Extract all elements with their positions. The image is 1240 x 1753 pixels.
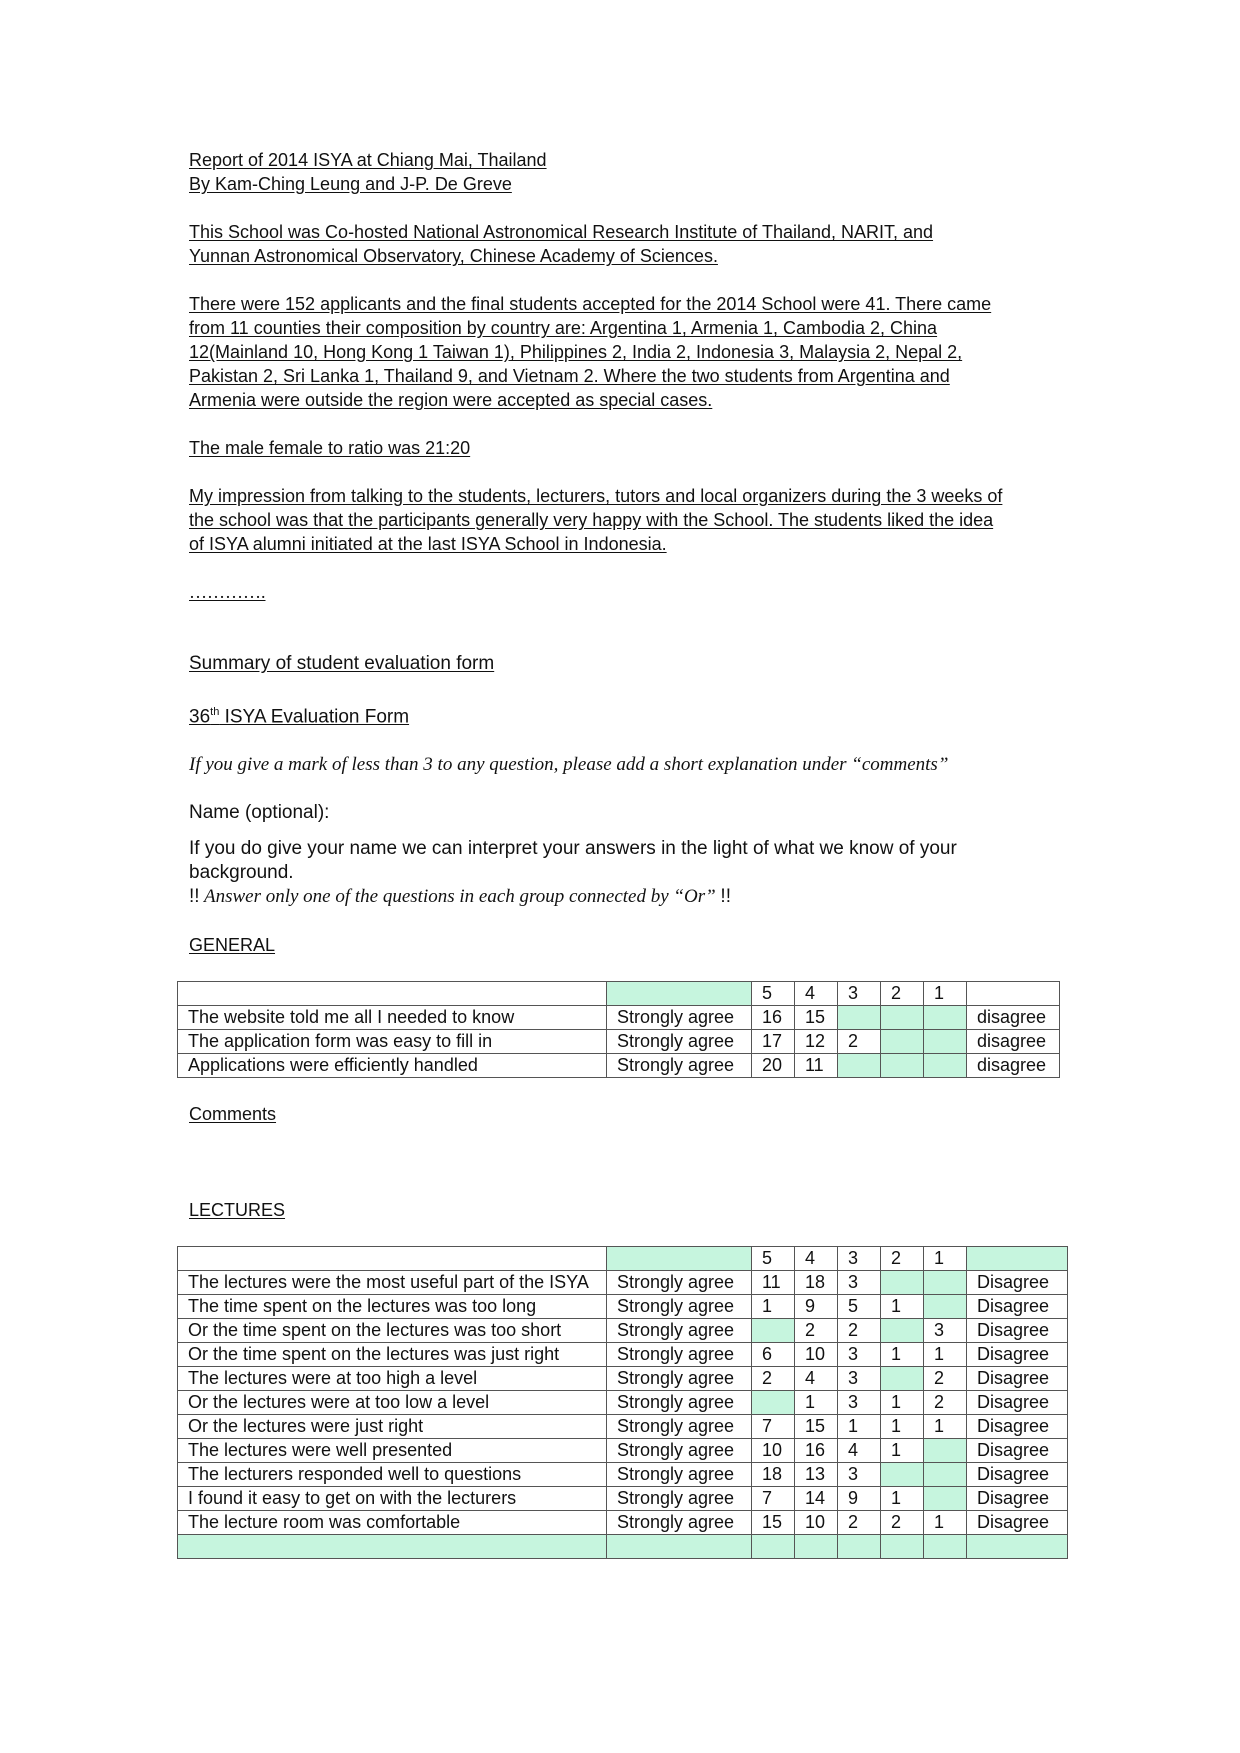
table-row <box>178 1511 1068 1535</box>
scale-label: 5 <box>752 982 795 1006</box>
agree-label: Strongly agree <box>607 1439 752 1463</box>
footer-blank-cell <box>838 1535 881 1559</box>
scale-label: 4 <box>795 1247 838 1271</box>
question-cell: Or the time spent on the lectures was just right <box>178 1343 607 1367</box>
disagree-label: Disagree <box>967 1415 1068 1439</box>
response-count: 18 <box>752 1463 795 1487</box>
table-row <box>178 1295 1068 1319</box>
table-row <box>178 1343 1068 1367</box>
response-count: 2 <box>838 1030 881 1054</box>
response-count: 3 <box>838 1343 881 1367</box>
answer-note-text: Answer only one of the questions in each group connected by “Or” <box>199 886 721 908</box>
table-row <box>178 1319 1068 1343</box>
question-cell: Or the lectures were at too low a level <box>178 1391 607 1415</box>
lectures-table <box>177 1246 1068 1559</box>
disagree-label: Disagree <box>967 1343 1068 1367</box>
header-agree-cell <box>607 1247 752 1271</box>
applicants-line-3: 12(Mainland 10, Hong Kong 1 Taiwan 1), Philippines 2, India 2, Indonesia 3, Malaysia 2, Nepal 2, <box>189 342 963 362</box>
response-count: 10 <box>752 1439 795 1463</box>
ellipsis: …………. <box>189 582 266 602</box>
response-count: 2 <box>838 1511 881 1535</box>
response-count <box>924 1295 967 1319</box>
response-count: 7 <box>752 1415 795 1439</box>
response-count: 2 <box>924 1367 967 1391</box>
table-row <box>178 1487 1068 1511</box>
question-cell: The lectures were the most useful part of the ISYA <box>178 1271 607 1295</box>
response-count: 10 <box>795 1511 838 1535</box>
applicants-line-1: There were 152 applicants and the final students accepted for the 2014 School were 41. There came <box>189 294 992 314</box>
question-cell: The lectures were at too high a level <box>178 1367 607 1391</box>
hosted-line-2: Yunnan Astronomical Observatory, Chinese Academy of Sciences. <box>189 246 718 266</box>
response-count: 1 <box>752 1295 795 1319</box>
name-note-2: background. <box>189 862 294 884</box>
response-count: 18 <box>795 1271 838 1295</box>
table-row <box>178 1271 1068 1295</box>
response-count: 1 <box>881 1295 924 1319</box>
response-count: 1 <box>795 1391 838 1415</box>
footer-blank-cell <box>881 1535 924 1559</box>
disagree-label: Disagree <box>967 1295 1068 1319</box>
footer-blank-cell <box>752 1535 795 1559</box>
scale-label: 1 <box>924 1247 967 1271</box>
response-count <box>881 1319 924 1343</box>
response-count <box>924 1271 967 1295</box>
question-cell: The lecture room was comfortable <box>178 1511 607 1535</box>
question-cell: Applications were efficiently handled <box>178 1054 607 1078</box>
table-row <box>178 1030 1060 1054</box>
footer-blank-cell <box>967 1535 1068 1559</box>
table-row <box>178 1367 1068 1391</box>
disagree-label: disagree <box>967 1006 1060 1030</box>
response-count: 15 <box>795 1006 838 1030</box>
agree-label: Strongly agree <box>607 1030 752 1054</box>
impression-line-1: My impression from talking to the students, lecturers, tutors and local organizers during the 3 weeks of <box>189 486 1003 506</box>
response-count <box>924 1463 967 1487</box>
agree-label: Strongly agree <box>607 1006 752 1030</box>
form-title <box>189 700 1089 729</box>
response-count: 1 <box>838 1415 881 1439</box>
response-count <box>924 1030 967 1054</box>
response-count: 1 <box>924 1343 967 1367</box>
scale-label: 4 <box>795 982 838 1006</box>
agree-label: Strongly agree <box>607 1463 752 1487</box>
gender-ratio: The male female to ratio was 21:20 <box>189 438 471 458</box>
response-count <box>881 1271 924 1295</box>
response-count: 2 <box>924 1391 967 1415</box>
table-header-row <box>178 982 1060 1006</box>
answer-note-marks-left: !! <box>189 886 200 908</box>
response-count <box>924 1054 967 1078</box>
question-cell: The lecturers responded well to questions <box>178 1463 607 1487</box>
general-table <box>177 981 1060 1078</box>
header-disagree-cell <box>967 1247 1068 1271</box>
response-count: 14 <box>795 1487 838 1511</box>
scale-label: 3 <box>838 982 881 1006</box>
response-count: 1 <box>881 1487 924 1511</box>
scale-label: 3 <box>838 1247 881 1271</box>
response-count: 3 <box>924 1319 967 1343</box>
table-row <box>178 1463 1068 1487</box>
response-count <box>924 1006 967 1030</box>
report-title: Report of 2014 ISYA at Chiang Mai, Thailand <box>189 150 547 170</box>
response-count <box>924 1487 967 1511</box>
table-header-row <box>178 1247 1068 1271</box>
scale-label: 2 <box>881 982 924 1006</box>
disagree-label: Disagree <box>967 1439 1068 1463</box>
response-count: 3 <box>838 1391 881 1415</box>
applicants-line-2: from 11 counties their composition by country are: Argentina 1, Armenia 1, Cambodia 2, China <box>189 318 938 338</box>
response-count: 16 <box>795 1439 838 1463</box>
disagree-label: Disagree <box>967 1367 1068 1391</box>
table-footer-row <box>178 1535 1068 1559</box>
response-count: 1 <box>881 1415 924 1439</box>
hosted-line-1: This School was Co-hosted National Astronomical Research Institute of Thailand, NARIT, and <box>189 222 934 242</box>
response-count <box>752 1319 795 1343</box>
question-cell: Or the time spent on the lectures was too short <box>178 1319 607 1343</box>
response-count: 9 <box>795 1295 838 1319</box>
response-count: 1 <box>881 1391 924 1415</box>
response-count: 13 <box>795 1463 838 1487</box>
disagree-label: Disagree <box>967 1391 1068 1415</box>
response-count: 2 <box>838 1319 881 1343</box>
response-count: 1 <box>881 1343 924 1367</box>
response-count: 15 <box>795 1415 838 1439</box>
response-count <box>838 1006 881 1030</box>
disagree-label: Disagree <box>967 1487 1068 1511</box>
agree-label: Strongly agree <box>607 1367 752 1391</box>
answer-note <box>189 885 1089 909</box>
response-count: 7 <box>752 1487 795 1511</box>
response-count <box>881 1367 924 1391</box>
instruction: If you give a mark of less than 3 to any question, please add a short explanation under “comments” <box>189 754 949 776</box>
response-count <box>881 1463 924 1487</box>
impression-line-2: the school was that the participants generally very happy with the School. The students liked the idea <box>189 510 994 530</box>
question-cell: I found it easy to get on with the lecturers <box>178 1487 607 1511</box>
response-count: 10 <box>795 1343 838 1367</box>
agree-label: Strongly agree <box>607 1054 752 1078</box>
response-count: 2 <box>881 1511 924 1535</box>
question-cell: Or the lectures were just right <box>178 1415 607 1439</box>
question-cell: The lectures were well presented <box>178 1439 607 1463</box>
table-row <box>178 1006 1060 1030</box>
table-row <box>178 1439 1068 1463</box>
comments-label: Comments <box>189 1104 277 1125</box>
agree-label: Strongly agree <box>607 1319 752 1343</box>
response-count: 15 <box>752 1511 795 1535</box>
response-count: 3 <box>838 1271 881 1295</box>
response-count <box>924 1439 967 1463</box>
response-count: 4 <box>838 1439 881 1463</box>
table-row <box>178 1391 1068 1415</box>
response-count <box>881 1054 924 1078</box>
agree-label: Strongly agree <box>607 1343 752 1367</box>
applicants-line-5: Armenia were outside the region were accepted as special cases. <box>189 390 713 410</box>
agree-label: Strongly agree <box>607 1415 752 1439</box>
footer-blank-cell <box>607 1535 752 1559</box>
question-cell: The application form was easy to fill in <box>178 1030 607 1054</box>
agree-label: Strongly agree <box>607 1295 752 1319</box>
response-count: 11 <box>752 1271 795 1295</box>
lectures-heading: LECTURES <box>189 1200 286 1221</box>
response-count: 9 <box>838 1487 881 1511</box>
answer-note-marks-right: !! <box>720 886 731 908</box>
response-count: 4 <box>795 1367 838 1391</box>
response-count: 5 <box>838 1295 881 1319</box>
general-heading: GENERAL <box>189 935 276 956</box>
disagree-label: Disagree <box>967 1271 1068 1295</box>
scale-label: 2 <box>881 1247 924 1271</box>
response-count: 11 <box>795 1054 838 1078</box>
name-note-1: If you do give your name we can interpret your answers in the light of what we know of your <box>189 838 957 860</box>
footer-blank-cell <box>795 1535 838 1559</box>
response-count: 2 <box>752 1367 795 1391</box>
agree-label: Strongly agree <box>607 1511 752 1535</box>
disagree-label: disagree <box>967 1030 1060 1054</box>
footer-blank-cell <box>924 1535 967 1559</box>
form-title-text: ISYA Evaluation Form <box>219 706 410 728</box>
applicants-line-4: Pakistan 2, Sri Lanka 1, Thailand 9, and Vietnam 2. Where the two students from Argentina and <box>189 366 950 386</box>
response-count: 1 <box>924 1511 967 1535</box>
response-count <box>838 1054 881 1078</box>
name-label: Name (optional): <box>189 802 330 824</box>
question-cell: The time spent on the lectures was too long <box>178 1295 607 1319</box>
agree-label: Strongly agree <box>607 1271 752 1295</box>
response-count: 1 <box>881 1439 924 1463</box>
response-count: 2 <box>795 1319 838 1343</box>
header-blank-cell <box>178 982 607 1006</box>
agree-label: Strongly agree <box>607 1487 752 1511</box>
response-count: 20 <box>752 1054 795 1078</box>
response-count: 16 <box>752 1006 795 1030</box>
response-count <box>881 1030 924 1054</box>
scale-label: 1 <box>924 982 967 1006</box>
form-title-sup: th <box>210 706 220 718</box>
report-document <box>189 148 1089 1559</box>
disagree-label: Disagree <box>967 1319 1068 1343</box>
impression-line-3: of ISYA alumni initiated at the last ISYA School in Indonesia. <box>189 534 667 554</box>
scale-label: 5 <box>752 1247 795 1271</box>
question-cell: The website told me all I needed to know <box>178 1006 607 1030</box>
response-count: 12 <box>795 1030 838 1054</box>
summary-title: Summary of student evaluation form <box>189 653 495 674</box>
table-row <box>178 1415 1068 1439</box>
response-count: 17 <box>752 1030 795 1054</box>
agree-label: Strongly agree <box>607 1391 752 1415</box>
disagree-label: Disagree <box>967 1511 1068 1535</box>
form-title-number: 36 <box>189 706 211 728</box>
disagree-label: Disagree <box>967 1463 1068 1487</box>
response-count: 1 <box>924 1415 967 1439</box>
header-disagree-cell <box>967 982 1060 1006</box>
response-count: 3 <box>838 1367 881 1391</box>
response-count <box>752 1391 795 1415</box>
response-count <box>881 1006 924 1030</box>
response-count: 6 <box>752 1343 795 1367</box>
header-blank-cell <box>178 1247 607 1271</box>
response-count: 3 <box>838 1463 881 1487</box>
table-row <box>178 1054 1060 1078</box>
footer-blank-cell <box>178 1535 607 1559</box>
report-authors: By Kam-Ching Leung and J-P. De Greve <box>189 174 512 194</box>
disagree-label: disagree <box>967 1054 1060 1078</box>
header-agree-cell <box>607 982 752 1006</box>
